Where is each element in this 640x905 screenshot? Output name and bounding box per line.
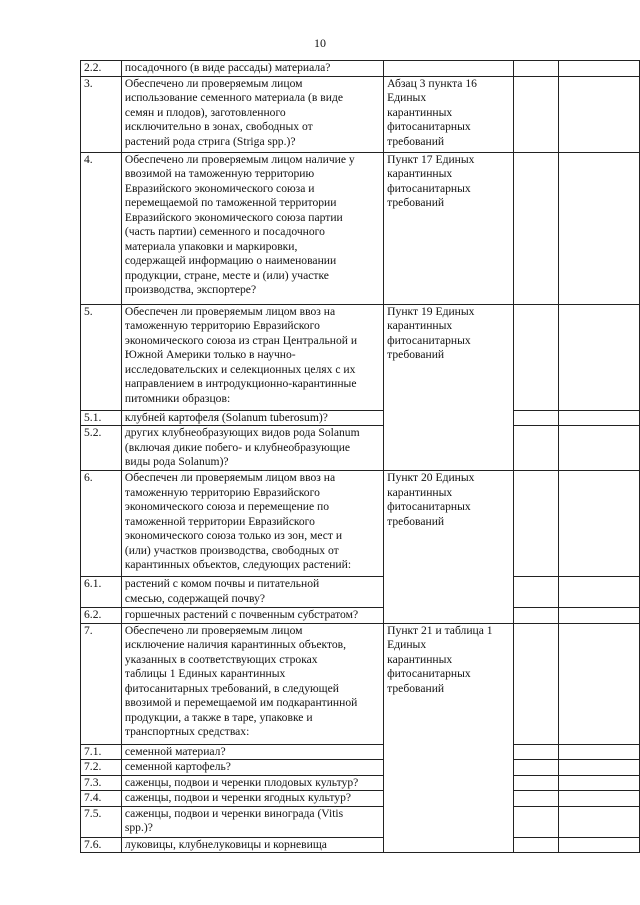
note-cell [558, 152, 639, 304]
row-number: 7.4. [81, 791, 122, 807]
row-number: 7.1. [81, 744, 122, 760]
row-reference: Абзац 3 пункта 16 Единых карантинных фитосанитарных требований [384, 76, 513, 152]
table-row [81, 608, 640, 624]
row-number: 7.2. [81, 760, 122, 776]
row-number: 5.2. [81, 426, 122, 471]
note-cell [558, 623, 639, 744]
answer-cell [513, 791, 558, 807]
table-row [81, 760, 640, 776]
table-row [81, 577, 640, 608]
table-row [81, 471, 640, 577]
answer-cell [513, 837, 558, 853]
note-cell [558, 76, 639, 152]
row-question: саженцы, подвои и черенки ягодных культур? [121, 791, 383, 807]
row-question: клубней картофеля (Solanum tuberosum)? [121, 410, 383, 426]
row-question: других клубнеобразующих видов рода Solanum (включая дикие побего- и клубнеобразующие виды рода Solanum)? [121, 426, 383, 471]
row-number: 4. [81, 152, 122, 304]
note-cell [558, 61, 639, 77]
answer-cell [513, 806, 558, 837]
table-row [81, 744, 640, 760]
row-question: посадочного (в виде рассады) материала? [121, 61, 383, 77]
row-question: Обеспечено ли проверяемым лицом наличие у ввозимой на таможенную территорию Евразийского экономического союза и перемещаемой по таможенной территории Евразийского экономического союза партии (часть партии) семенного и посадочного материала упаковки и маркировки, содержащей информацию о наименовании продукции, стране, месте и (или) участке производства, экспортере? [121, 152, 383, 304]
row-number: 7.3. [81, 775, 122, 791]
answer-cell [513, 61, 558, 77]
row-question: семенной картофель? [121, 760, 383, 776]
answer-cell [513, 426, 558, 471]
row-question: растений с комом почвы и питательной смесью, содержащей почву? [121, 577, 383, 608]
row-number: 6.2. [81, 608, 122, 624]
row-number: 5. [81, 304, 122, 410]
table-row [81, 775, 640, 791]
table-row [81, 426, 640, 471]
answer-cell [513, 152, 558, 304]
note-cell [558, 837, 639, 853]
answer-cell [513, 304, 558, 410]
note-cell [558, 791, 639, 807]
row-question: Обеспечено ли проверяемым лицом исключение наличия карантинных объектов, указанных в соответствующих строках таблицы 1 Единых карантинных фитосанитарных требований, в следующей ввозимой и перемещаемой им подкарантинной продукции, а также в таре, упаковке и транспортных средствах: [121, 623, 383, 744]
note-cell [558, 608, 639, 624]
row-question: луковицы, клубнелуковицы и корневища [121, 837, 383, 853]
answer-cell [513, 471, 558, 577]
note-cell [558, 577, 639, 608]
row-reference: Пункт 20 Единых карантинных фитосанитарных требований [384, 471, 513, 624]
note-cell [558, 744, 639, 760]
table-row [81, 61, 640, 77]
answer-cell [513, 410, 558, 426]
table-row [81, 837, 640, 853]
row-number: 3. [81, 76, 122, 152]
row-number: 5.1. [81, 410, 122, 426]
row-reference: Пункт 21 и таблица 1 Единых карантинных фитосанитарных требований [384, 623, 513, 853]
table-row [81, 152, 640, 304]
table-row [81, 304, 640, 410]
row-question: семенной материал? [121, 744, 383, 760]
row-question: горшечных растений с почвенным субстратом? [121, 608, 383, 624]
table-row [81, 410, 640, 426]
answer-cell [513, 760, 558, 776]
row-question: Обеспечено ли проверяемым лицом использование семенного материала (в виде семян и плодов), заготовленного исключительно в зонах, свободных от растений рода стрига (Striga spp.)? [121, 76, 383, 152]
answer-cell [513, 623, 558, 744]
note-cell [558, 304, 639, 410]
note-cell [558, 426, 639, 471]
row-number: 2.2. [81, 61, 122, 77]
row-number: 7. [81, 623, 122, 744]
page-number: 10 [314, 36, 326, 50]
answer-cell [513, 775, 558, 791]
row-question: саженцы, подвои и черенки винограда (Vitis spp.)? [121, 806, 383, 837]
row-reference [384, 61, 513, 77]
row-question: саженцы, подвои и черенки плодовых культур? [121, 775, 383, 791]
note-cell [558, 410, 639, 426]
table-row [81, 806, 640, 837]
table-row [81, 76, 640, 152]
checklist-table [80, 60, 640, 853]
answer-cell [513, 577, 558, 608]
row-reference: Пункт 19 Единых карантинных фитосанитарных требований [384, 304, 513, 471]
answer-cell [513, 608, 558, 624]
row-number: 6.1. [81, 577, 122, 608]
note-cell [558, 760, 639, 776]
table-row [81, 623, 640, 744]
note-cell [558, 775, 639, 791]
row-number: 7.6. [81, 837, 122, 853]
answer-cell [513, 744, 558, 760]
row-number: 7.5. [81, 806, 122, 837]
table-row [81, 791, 640, 807]
note-cell [558, 806, 639, 837]
row-question: Обеспечен ли проверяемым лицом ввоз на таможенную территорию Евразийского экономического союза и перемещение по таможенной территории Евразийского экономического союза только из зон, мест и (или) участков производства, свободных от карантинных объектов, следующих растений: [121, 471, 383, 577]
row-number: 6. [81, 471, 122, 577]
row-question: Обеспечен ли проверяемым лицом ввоз на таможенную территорию Евразийского экономического союза из стран Центральной и Южной Америки только в научно- исследовательских и селекционных целях с их направлением в интродукционно-карантинные питомники образцов: [121, 304, 383, 410]
row-reference: Пункт 17 Единых карантинных фитосанитарных требований [384, 152, 513, 304]
answer-cell [513, 76, 558, 152]
note-cell [558, 471, 639, 577]
